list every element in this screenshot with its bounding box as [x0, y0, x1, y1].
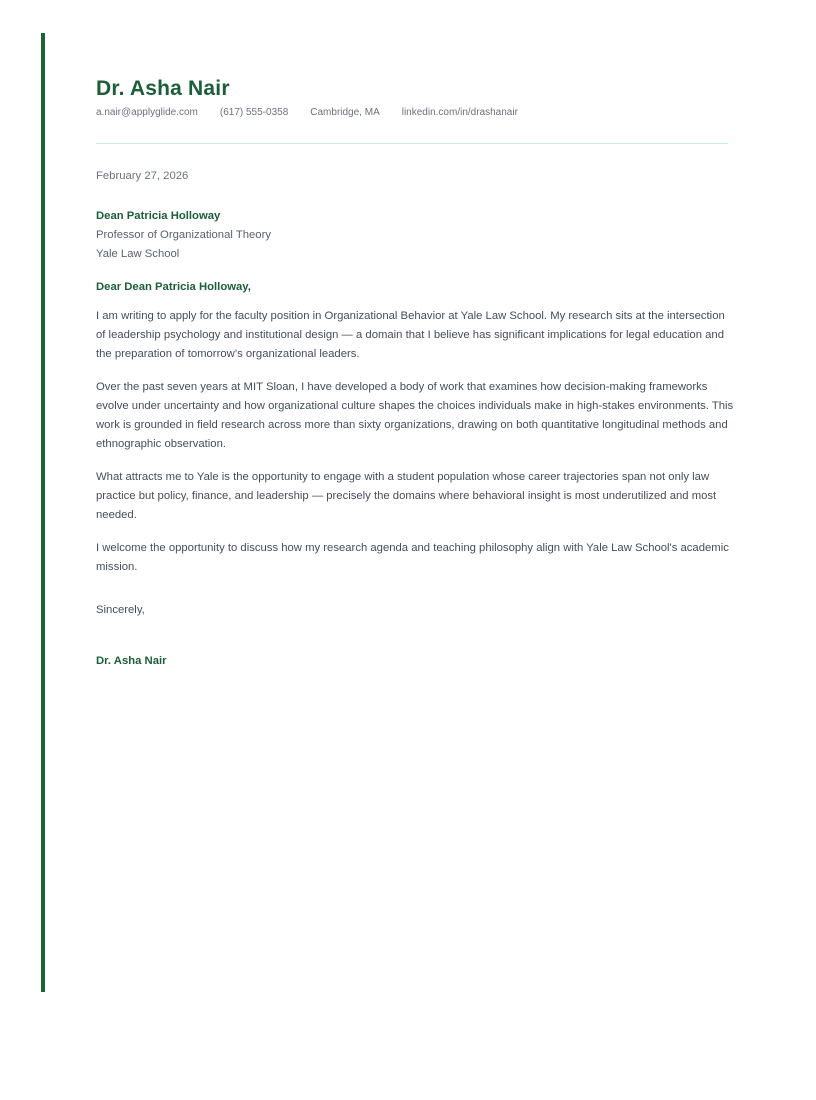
header-divider — [96, 143, 728, 144]
body-paragraph-1: I am writing to apply for the faculty position in Organizational Behavior at Yale Law School. My research sits at the intersection of leadership psychology and institutional design — a domain that I believe has significant implications for legal education and the preparation of tomorrow’s organizational leaders. — [96, 310, 725, 360]
signature-name: Dr. Asha Nair — [96, 655, 167, 667]
salutation: Dear Dean Patricia Holloway, — [96, 281, 251, 293]
contact-row — [96, 105, 736, 120]
letter-content — [96, 0, 736, 671]
letter-header — [96, 76, 736, 144]
applicant-name: Dr. Asha Nair — [96, 77, 230, 100]
recipient-title: Professor of Organizational Theory — [96, 229, 271, 241]
contact-location: Cambridge, MA — [310, 107, 380, 118]
contact-linkedin: linkedin.com/in/drashanair — [401, 107, 518, 118]
recipient-institution: Yale Law School — [96, 248, 180, 260]
body-paragraph-2: Over the past seven years at MIT Sloan, I have developed a body of work that examines how decision-making frameworks evolve under uncertainty and how organizational culture shapes the choices individuals make in high-stakes environments. This work is grounded in field research across more than sixty organizations, drawing on both quantitative longitudinal methods and ethnographic observation. — [96, 381, 734, 450]
contact-email: a.nair@applyglide.com — [96, 107, 198, 118]
body-paragraph-4: I welcome the opportunity to discuss how my research agenda and teaching philosophy align with Yale Law School's academic mission. — [96, 542, 729, 573]
recipient-block — [96, 207, 736, 264]
left-accent-bar — [41, 33, 45, 992]
contact-phone: (617) 555-0358 — [219, 107, 289, 118]
body-paragraph-3: What attracts me to Yale is the opportunity to engage with a student population whose career trajectories span not only law practice but policy, finance, and leadership — precisely the domains where behavioral insight is most underutilized and most needed. — [96, 471, 717, 521]
recipient-name: Dean Patricia Holloway — [96, 210, 221, 222]
closing: Sincerely, — [96, 604, 145, 616]
letter-date: February 27, 2026 — [96, 170, 189, 182]
